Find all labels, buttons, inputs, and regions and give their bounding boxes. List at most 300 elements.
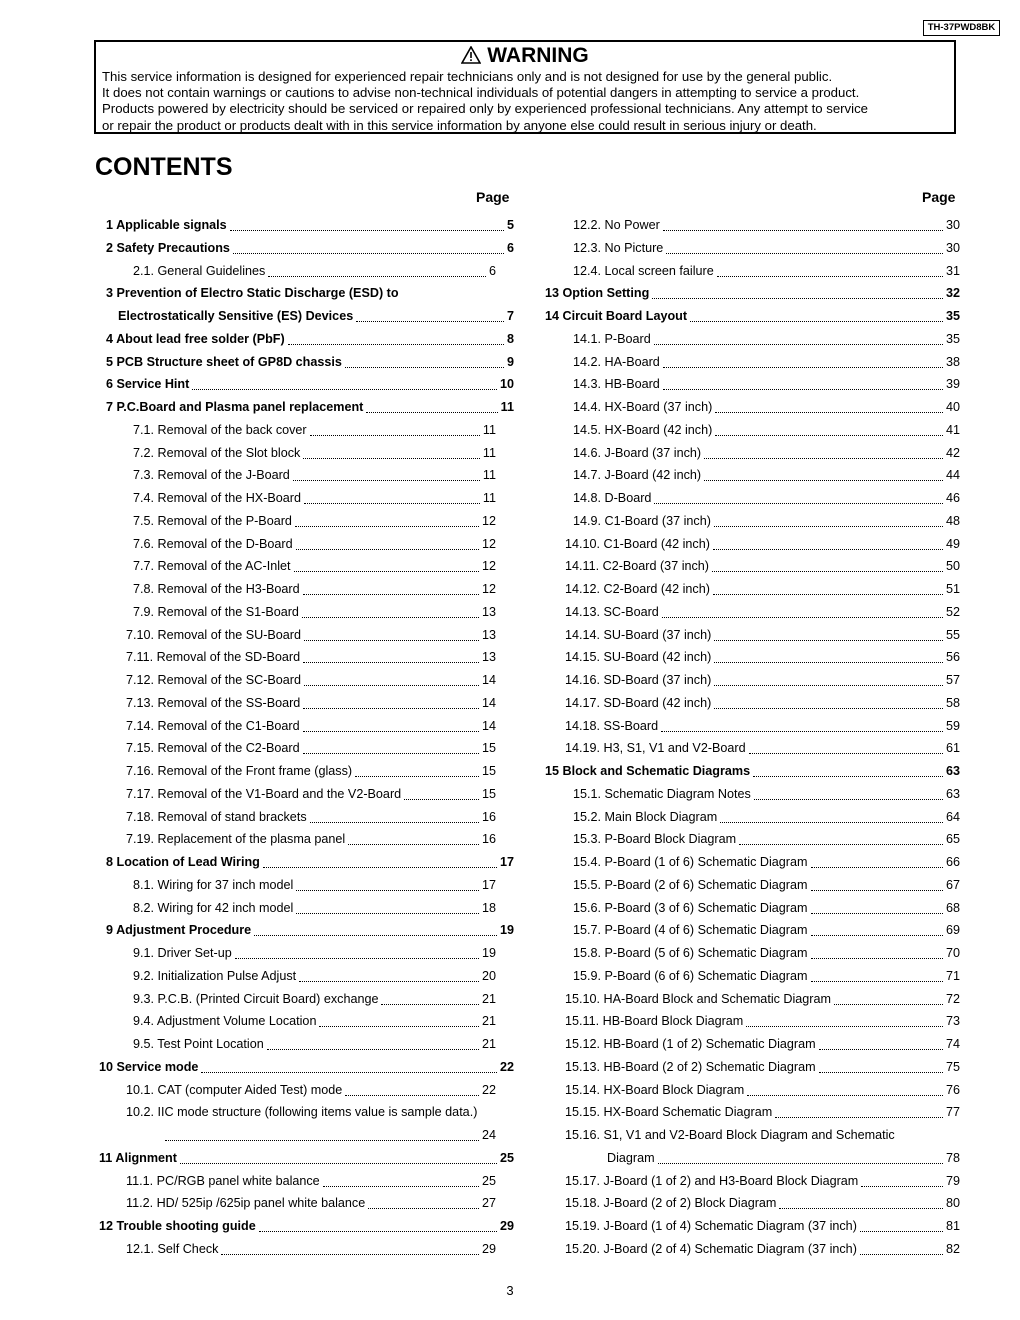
toc-entry-page: 25 (499, 1150, 514, 1165)
toc-entry[interactable] (133, 511, 496, 531)
toc-entry-title: Service Hint (116, 377, 190, 392)
toc-entry[interactable] (565, 1239, 960, 1259)
toc-entry-page: 39 (945, 377, 960, 392)
toc-entry-page: 19 (481, 946, 496, 960)
toc-entry-label (545, 306, 687, 326)
toc-entry-label (126, 829, 345, 849)
toc-entry-number: 12.4. (573, 263, 602, 278)
toc-entry-label (565, 534, 710, 554)
toc-entry-number: 15.17. (565, 1173, 601, 1188)
toc-entry-label (573, 807, 717, 827)
toc-entry-label (133, 511, 292, 531)
toc-entry-label (133, 1034, 264, 1054)
toc-entry-label (126, 693, 300, 713)
toc-entry-page: 61 (945, 741, 960, 756)
toc-entry-title: HD/ 525ip /625ip panel white balance (156, 1196, 366, 1211)
toc-entry[interactable] (545, 306, 960, 326)
toc-entry[interactable] (565, 693, 960, 713)
toc-entry[interactable] (573, 397, 960, 417)
toc-entry-label (573, 943, 808, 963)
toc-entry-title: Removal of the SC-Board (157, 673, 302, 687)
toc-entry-label (573, 420, 712, 440)
toc-entry-title: Safety Precautions (116, 240, 230, 255)
toc-entry-page: 35 (945, 331, 960, 346)
toc-entry-label (126, 761, 352, 781)
toc-entry-page: 63 (945, 786, 960, 801)
toc-entry-label (133, 420, 307, 440)
toc-entry-title: P-Board Block Diagram (604, 832, 737, 847)
toc-entry[interactable] (565, 534, 960, 554)
toc-entry-title: Applicable signals (116, 218, 227, 232)
toc-entry-title: Diagram (607, 1150, 655, 1165)
toc-entry[interactable] (565, 1193, 960, 1213)
toc-entry-label (106, 374, 189, 394)
dot-leader (714, 651, 943, 663)
toc-entry[interactable] (133, 534, 496, 554)
toc-entry-label (573, 397, 712, 417)
toc-entry-number: 15.16. (565, 1128, 601, 1142)
toc-entry-title: P.C.Board and Plasma panel replacement (116, 400, 364, 414)
toc-entry-page: 25 (481, 1173, 496, 1188)
toc-entry-page: 58 (945, 695, 960, 710)
toc-entry-number: 7.12. (126, 673, 155, 687)
toc-entry-label (565, 579, 710, 599)
toc-entry-title: HX-Board Block Diagram (603, 1082, 745, 1097)
toc-entry-number: 12.2. (573, 218, 602, 232)
dot-leader (267, 1038, 479, 1050)
toc-entry-label (573, 852, 808, 872)
toc-entry[interactable] (126, 1080, 496, 1100)
toc-entry[interactable] (126, 647, 496, 667)
toc-entry-page: 14 (481, 718, 496, 733)
toc-entry-label (126, 784, 401, 804)
toc-entry[interactable] (162, 1125, 496, 1145)
toc-entry-label (573, 920, 808, 940)
toc-entry-label (565, 1034, 816, 1054)
toc-entry-page: 77 (945, 1105, 960, 1120)
toc-entry[interactable] (106, 920, 514, 940)
dot-leader (221, 1243, 479, 1255)
toc-entry-label (106, 397, 363, 417)
toc-entry-number: 14.4. (573, 400, 602, 414)
toc-entry-title: Replacement of the plasma panel (157, 832, 346, 847)
toc-entry-title: Removal of the C2-Board (157, 741, 300, 756)
toc-entry-title: J-Board (37 inch) (604, 445, 702, 460)
toc-entry-label (126, 1080, 342, 1100)
toc-entry-number: 7.6. (133, 536, 155, 551)
toc-entry[interactable] (565, 716, 960, 736)
toc-entry-title: Removal of the P-Board (157, 513, 292, 528)
toc-entry[interactable] (565, 670, 960, 690)
toc-entry-number: 15.19. (565, 1219, 601, 1233)
toc-entry-page: 27 (481, 1196, 496, 1211)
dot-leader (254, 924, 497, 936)
toc-entry[interactable] (565, 1216, 960, 1236)
toc-entry[interactable] (573, 920, 960, 940)
toc-entry[interactable] (133, 579, 496, 599)
dot-leader (714, 515, 943, 527)
dot-leader (296, 879, 479, 891)
toc-entry-page: 15 (481, 764, 496, 778)
dot-leader (381, 993, 479, 1005)
toc-entry[interactable] (573, 511, 960, 531)
toc-entry-number: 8 (106, 855, 114, 869)
toc-entry[interactable] (573, 852, 960, 872)
toc-entry[interactable] (126, 670, 496, 690)
dot-leader (201, 1061, 497, 1073)
toc-entry-number: 13 (545, 286, 560, 301)
toc-entry[interactable] (126, 761, 496, 781)
toc-entry-page: 22 (499, 1059, 514, 1074)
toc-entry-label (565, 1057, 816, 1077)
toc-entry[interactable] (573, 420, 960, 440)
dot-leader (811, 970, 943, 982)
toc-entry-title: HA-Board Block and Schematic Diagram (603, 991, 831, 1006)
toc-entry-title: SU-Board (37 inch) (603, 627, 712, 642)
toc-entry-title: Removal of the Slot block (157, 445, 301, 460)
toc-entry[interactable] (133, 875, 496, 895)
toc-entry-number: 14.16. (565, 673, 601, 687)
toc-entry[interactable] (126, 829, 496, 849)
toc-entry[interactable] (573, 807, 960, 827)
dot-leader (775, 1106, 943, 1118)
toc-entry[interactable] (133, 556, 496, 576)
dot-leader (714, 674, 943, 686)
toc-entry-number: 15.6. (573, 900, 602, 915)
dot-leader (811, 924, 943, 936)
toc-entry-title: P-Board (1 of 6) Schematic Diagram (604, 855, 808, 869)
toc-entry-title: No Picture (604, 240, 664, 255)
toc-entry-number: 15.7. (573, 923, 602, 938)
toc-entry-title: HX-Board (37 inch) (604, 400, 713, 414)
toc-entry[interactable] (126, 1193, 496, 1213)
toc-entry-label (573, 898, 808, 918)
toc-entry[interactable] (573, 215, 960, 235)
toc-entry-number: 14 (545, 309, 560, 323)
toc-entry-title: Initialization Pulse Adjust (157, 968, 297, 983)
toc-entry[interactable] (106, 215, 514, 235)
toc-entry-title: Alignment (115, 1150, 177, 1165)
dot-leader (717, 265, 943, 277)
toc-entry[interactable] (573, 829, 960, 849)
toc-entry-number: 7.16. (126, 764, 155, 778)
dot-leader (713, 583, 943, 595)
toc-entry-label (133, 898, 293, 918)
toc-entry[interactable] (565, 1125, 960, 1145)
toc-entry-page: 22 (481, 1082, 496, 1097)
dot-leader (192, 378, 497, 390)
toc-entry-number: 15.11. (565, 1014, 600, 1029)
toc-entry-title: J-Board (2 of 2) Block Diagram (603, 1196, 777, 1211)
toc-entry-page: 17 (499, 855, 514, 869)
toc-entry-title: C1-Board (37 inch) (604, 513, 711, 528)
toc-entry[interactable] (133, 943, 496, 963)
toc-entry-title: HX-Board Schematic Diagram (603, 1105, 773, 1120)
toc-entry-title: General Guidelines (157, 263, 266, 278)
toc-entry[interactable] (106, 283, 514, 303)
toc-entry-title: Removal of the back cover (157, 422, 307, 437)
toc-entry-page: 65 (945, 832, 960, 847)
dot-leader (304, 629, 479, 641)
toc-entry[interactable] (133, 465, 496, 485)
toc-entry[interactable] (573, 966, 960, 986)
toc-entry[interactable] (133, 443, 496, 463)
dot-leader (652, 287, 943, 299)
toc-entry[interactable] (106, 374, 514, 394)
toc-entry[interactable] (99, 1216, 514, 1236)
dot-leader (811, 947, 943, 959)
toc-entry[interactable] (573, 374, 960, 394)
toc-entry[interactable] (573, 488, 960, 508)
toc-entry-label (565, 670, 711, 690)
dot-leader (739, 833, 943, 845)
toc-entry[interactable] (126, 625, 496, 645)
toc-entry[interactable] (106, 397, 514, 417)
toc-entry-page: 78 (945, 1150, 960, 1165)
toc-entry[interactable] (565, 579, 960, 599)
toc-entry-number: 4 (106, 331, 114, 346)
toc-entry[interactable] (106, 852, 514, 872)
dot-leader (715, 424, 943, 436)
dot-leader (296, 538, 479, 550)
toc-entry[interactable] (573, 443, 960, 463)
toc-entry-title: P-Board (3 of 6) Schematic Diagram (604, 900, 808, 915)
toc-entry[interactable] (565, 625, 960, 645)
dot-leader (404, 788, 479, 800)
toc-entry[interactable] (573, 329, 960, 349)
toc-entry-page: 13 (481, 604, 496, 619)
toc-entry-number: 9.5. (133, 1037, 155, 1051)
toc-entry-page: 81 (945, 1219, 960, 1233)
toc-entry-page: 21 (481, 1037, 496, 1051)
toc-entry[interactable] (133, 602, 496, 622)
toc-entry-number: 7.13. (126, 695, 155, 710)
toc-entry-number: 7.2. (133, 445, 155, 460)
dot-leader (749, 742, 943, 754)
toc-entry-label (565, 738, 746, 758)
toc-entry-label (573, 329, 651, 349)
dot-leader (715, 401, 943, 413)
toc-entry-number: 7.14. (126, 718, 155, 733)
toc-entry-number: 15 (545, 764, 560, 778)
toc-entry-title: Location of Lead Wiring (116, 855, 260, 869)
toc-entry-number: 7 (106, 400, 114, 414)
toc-entry-title: P-Board (2 of 6) Schematic Diagram (604, 877, 808, 892)
toc-entry[interactable] (126, 738, 496, 758)
toc-entry-label (565, 1171, 858, 1191)
toc-entry-number: 12 (99, 1219, 114, 1233)
toc-entry[interactable] (133, 1011, 496, 1031)
toc-entry-number: 12.3. (573, 240, 602, 255)
toc-entry-page: 10 (499, 377, 514, 392)
toc-entry[interactable] (573, 875, 960, 895)
toc-entry-title: Block and Schematic Diagrams (562, 764, 751, 778)
toc-entry[interactable] (133, 966, 496, 986)
warning-title: WARNING (487, 44, 589, 67)
dot-leader (295, 515, 479, 527)
toc-entry[interactable] (607, 1148, 960, 1168)
toc-entry[interactable] (133, 1034, 496, 1054)
toc-entry[interactable] (573, 352, 960, 372)
toc-entry-label (565, 556, 709, 576)
toc-entry-number: 7.8. (133, 582, 155, 596)
toc-entry-title: Trouble shooting guide (116, 1219, 256, 1233)
toc-entry[interactable] (565, 1171, 960, 1191)
toc-entry[interactable] (133, 261, 496, 281)
toc-entry[interactable] (126, 1171, 496, 1191)
toc-entry[interactable] (126, 1102, 496, 1122)
toc-entry-number: 8.2. (133, 900, 155, 915)
toc-entry-number: 15.15. (565, 1105, 601, 1120)
toc-entry-page: 29 (499, 1219, 514, 1233)
toc-entry[interactable] (133, 989, 496, 1009)
toc-entry-title: Removal of the Front frame (glass) (157, 764, 353, 778)
toc-entry-title: Removal of the D-Board (157, 536, 293, 551)
toc-entry-number: 3 (106, 286, 114, 301)
toc-entry-title: Adjustment Volume Location (156, 1014, 317, 1029)
dot-leader (779, 1197, 943, 1209)
toc-entry-page: 12 (481, 513, 496, 528)
toc-entry-title: Removal of the S1-Board (157, 604, 299, 619)
toc-entry-number: 7.11. (126, 650, 154, 665)
toc-entry[interactable] (573, 465, 960, 485)
toc-entry-label (573, 352, 660, 372)
toc-entry[interactable] (573, 261, 960, 281)
toc-entry[interactable] (565, 602, 960, 622)
toc-entry-page: 75 (945, 1059, 960, 1074)
toc-entry-number: 14.13. (565, 604, 601, 619)
toc-entry[interactable] (573, 238, 960, 258)
toc-entry-label (565, 1102, 772, 1122)
toc-entry-title: Removal of the SS-Board (157, 695, 301, 710)
toc-entry-title: J-Board (2 of 4) Schematic Diagram (37 inch) (603, 1241, 857, 1256)
toc-entry-title: Wiring for 37 inch model (157, 877, 294, 892)
toc-entry[interactable] (118, 306, 514, 326)
toc-entry-title: Removal of the HX-Board (157, 491, 302, 505)
toc-entry[interactable] (565, 1057, 960, 1077)
toc-entry-label (565, 1080, 744, 1100)
toc-entry[interactable] (126, 693, 496, 713)
toc-entry-label (573, 465, 701, 485)
toc-entry[interactable] (126, 1239, 496, 1259)
toc-entry[interactable] (565, 556, 960, 576)
toc-entry-number: 9.4. (133, 1014, 155, 1029)
toc-entry[interactable] (126, 784, 496, 804)
toc-entry[interactable] (573, 784, 960, 804)
toc-entry[interactable] (565, 738, 960, 758)
toc-entry[interactable] (565, 1034, 960, 1054)
toc-entry-number: 14.2. (573, 354, 602, 369)
toc-entry-number: 7.19. (126, 832, 155, 847)
toc-entry-page: 18 (481, 900, 496, 915)
toc-entry-page: 21 (481, 1014, 496, 1029)
toc-entry-label (573, 829, 736, 849)
toc-entry-number: 7.18. (126, 809, 155, 824)
toc-entry-title: Adjustment Procedure (116, 923, 252, 938)
toc-entry-page: 12 (481, 536, 496, 551)
dot-leader (704, 469, 943, 481)
toc-entry-number: 15.12. (565, 1037, 601, 1051)
dot-leader (819, 1061, 943, 1073)
dot-leader (860, 1220, 943, 1232)
toc-entry-title: HB-Board (604, 377, 660, 392)
toc-entry[interactable] (565, 1011, 960, 1031)
toc-entry-label (573, 784, 751, 804)
toc-entry[interactable] (133, 420, 496, 440)
toc-entry-title: Removal of the H3-Board (157, 582, 300, 596)
toc-entry[interactable] (99, 1148, 514, 1168)
toc-entry-number: 15.14. (565, 1082, 601, 1097)
toc-entry-title: HB-Board (2 of 2) Schematic Diagram (603, 1059, 816, 1074)
toc-entry-page: 40 (945, 400, 960, 414)
toc-entry-number: 10.2. (126, 1105, 155, 1120)
toc-entry[interactable] (565, 1102, 960, 1122)
toc-entry-page: 14 (481, 673, 496, 687)
dot-leader (345, 1084, 479, 1096)
toc-entry[interactable] (565, 1080, 960, 1100)
toc-entry-number: 15.1. (573, 786, 602, 801)
dot-leader (811, 856, 943, 868)
toc-entry[interactable] (133, 488, 496, 508)
dot-leader (355, 765, 479, 777)
toc-entry-title: Self Check (157, 1241, 219, 1256)
toc-entry-number: 9 (106, 923, 114, 938)
toc-entry-label (573, 443, 701, 463)
toc-entry-label (133, 579, 300, 599)
toc-entry-title: Removal of the AC-Inlet (157, 559, 291, 574)
toc-entry-number: 9.2. (133, 968, 155, 983)
toc-entry-number: 7.3. (133, 468, 155, 483)
toc-entry[interactable] (573, 943, 960, 963)
toc-entry-page: 56 (945, 650, 960, 665)
toc-entry-title: C2-Board (42 inch) (603, 582, 710, 596)
toc-entry[interactable] (565, 989, 960, 1009)
dot-leader (180, 1152, 497, 1164)
toc-entry-label (106, 920, 251, 940)
toc-entry[interactable] (545, 761, 960, 781)
dot-leader (861, 1175, 943, 1187)
toc-entry[interactable] (565, 647, 960, 667)
toc-entry[interactable] (106, 238, 514, 258)
toc-entry-label (126, 716, 300, 736)
dot-leader (819, 1038, 943, 1050)
toc-entry-number: 7.17. (126, 786, 155, 801)
toc-entry-label (565, 625, 711, 645)
dot-leader (658, 1152, 943, 1164)
toc-entry[interactable] (126, 716, 496, 736)
dot-leader (235, 947, 479, 959)
dot-leader (663, 356, 943, 368)
toc-entry[interactable] (126, 807, 496, 827)
toc-entry-label (545, 283, 649, 303)
toc-entry[interactable] (545, 283, 960, 303)
toc-entry-number: 7.5. (133, 513, 155, 528)
toc-entry-label (133, 989, 378, 1009)
toc-entry[interactable] (99, 1057, 514, 1077)
toc-entry-page: 68 (945, 900, 960, 915)
toc-entry[interactable] (106, 352, 514, 372)
toc-entry-page: 29 (481, 1241, 496, 1256)
toc-entry-title: PC/RGB panel white balance (156, 1173, 320, 1188)
toc-entry-label (126, 625, 301, 645)
toc-entry-number: 10.1. (126, 1082, 155, 1097)
toc-entry[interactable] (106, 329, 514, 349)
toc-entry[interactable] (133, 898, 496, 918)
toc-entry[interactable] (573, 898, 960, 918)
toc-entry-label (565, 647, 711, 667)
dot-leader (811, 879, 943, 891)
toc-entry-title: HB-Board Block Diagram (602, 1014, 744, 1029)
